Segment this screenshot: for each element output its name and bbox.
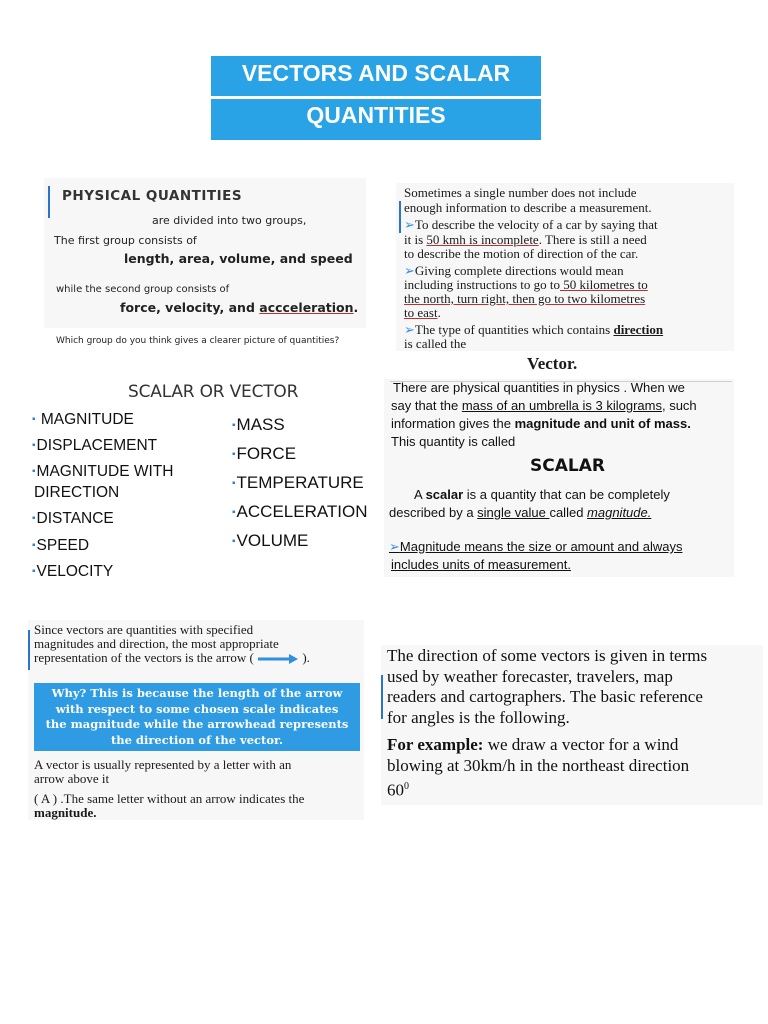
scalar-line-3-a: information gives the bbox=[391, 416, 515, 431]
arrow-line-5: arrow above it bbox=[34, 771, 110, 786]
wind-line-6: blowing at 30km/h in the northeast direction bbox=[387, 756, 690, 775]
scalar-line-4: This quantity is called bbox=[391, 434, 516, 449]
scalar-def-2-a: described by a bbox=[389, 505, 478, 520]
wind-line-3: readers and cartographers. The basic reference bbox=[387, 687, 703, 706]
why-line: the direction of the vector. bbox=[110, 732, 284, 747]
dir-line-6-text: Giving complete directions would mean bbox=[414, 263, 624, 278]
dir-line-11: is called the bbox=[404, 336, 467, 351]
wind-line-5 bbox=[387, 735, 678, 756]
list-item-label: SPEED bbox=[36, 537, 90, 554]
list-item-label: ACCELERATION bbox=[236, 502, 368, 521]
magnitude-line-1 bbox=[389, 539, 682, 555]
list-item-label: VOLUME bbox=[236, 531, 309, 550]
for-example-label: For example: bbox=[387, 735, 484, 754]
arrow-bullet-icon: ➢ bbox=[404, 263, 415, 278]
scalar-line-2-c: , such bbox=[661, 398, 697, 413]
dir-line-5: to describe the motion of direction of the car. bbox=[404, 246, 639, 261]
scalar-or-vector-heading: SCALAR OR VECTOR bbox=[128, 382, 299, 402]
bullet-icon: ▪ bbox=[32, 566, 36, 577]
wind-line-4: for angles is the following. bbox=[387, 708, 570, 727]
arrow-bullet-icon: ➢ bbox=[404, 322, 415, 337]
list-item bbox=[232, 415, 285, 435]
arrow-representation-panel bbox=[28, 620, 364, 820]
arrow-bullet-icon: ➢ bbox=[404, 217, 415, 232]
dir-line-4-a: it is bbox=[404, 232, 427, 247]
dir-line-8: the north, turn right, then go to two kilometres bbox=[404, 291, 646, 306]
arrow-line-3 bbox=[34, 651, 310, 665]
physical-line-3: while the second group consists of bbox=[56, 284, 230, 295]
group-two-underlined: accceleration bbox=[259, 300, 354, 315]
list-item-label: MAGNITUDE bbox=[40, 411, 134, 428]
list-item bbox=[232, 444, 296, 464]
list-item-label: TEMPERATURE bbox=[236, 473, 364, 492]
bullet-icon: ▪ bbox=[32, 466, 36, 477]
dir-line-9 bbox=[404, 305, 441, 320]
scalar-panel bbox=[384, 379, 734, 577]
title-divider bbox=[211, 96, 541, 99]
title-line-1: VECTORS AND SCALAR bbox=[241, 60, 511, 86]
list-item bbox=[32, 437, 157, 455]
why-line: with respect to some chosen scale indicates bbox=[55, 701, 339, 716]
scalar-def-2-italic: magnitude. bbox=[587, 505, 652, 520]
angle-value: 60 bbox=[387, 780, 404, 800]
dir-line-4-underlined: 50 kmh is incomplete bbox=[426, 232, 539, 247]
dir-line-7-a: including instructions to go to bbox=[404, 277, 560, 292]
group-two-text: force, velocity, and bbox=[120, 300, 260, 315]
wind-direction-panel bbox=[381, 645, 763, 805]
wind-line-1: The direction of some vectors is given in terms bbox=[387, 646, 708, 665]
scalar-def-1-bold: scalar bbox=[425, 487, 464, 502]
scalar-def-1 bbox=[414, 487, 670, 502]
list-item bbox=[32, 510, 114, 528]
dir-line-4 bbox=[404, 232, 647, 247]
dir-line-10 bbox=[404, 322, 663, 337]
list-item bbox=[32, 411, 134, 429]
bullet-icon: ▪ bbox=[232, 536, 236, 547]
arrow-bullet-icon: ➢ bbox=[389, 539, 400, 554]
arrow-line-4: A vector is usually represented by a letter with an bbox=[34, 757, 292, 772]
bullet-icon: ▪ bbox=[32, 440, 36, 451]
scalar-line-2-underlined: mass of an umbrella is 3 kilograms bbox=[461, 398, 662, 413]
bullet-icon: ▪ bbox=[32, 540, 36, 551]
arrow-line-7: magnitude. bbox=[34, 805, 97, 820]
magnitude-line-2: includes units of measurement. bbox=[391, 557, 571, 572]
margin-bar bbox=[381, 675, 383, 719]
list-item-label: VELOCITY bbox=[36, 563, 114, 580]
scalar-line-1: There are physical quantities in physics . When we bbox=[393, 380, 685, 395]
list-item bbox=[232, 531, 308, 551]
direction-panel bbox=[396, 183, 734, 351]
dir-line-3-text: To describe the velocity of a car by saying that bbox=[414, 217, 658, 232]
dir-line-9-underlined: to east bbox=[404, 305, 438, 320]
list-item bbox=[232, 473, 364, 493]
list-item-label: FORCE bbox=[236, 444, 297, 463]
scalar-def-1-a: A bbox=[414, 487, 426, 502]
scalar-or-vector-panel bbox=[22, 378, 372, 583]
list-item bbox=[32, 537, 89, 555]
bullet-icon: ▪ bbox=[232, 507, 236, 518]
dir-line-6 bbox=[404, 263, 624, 278]
dir-line-1: Sometimes a single number does not include bbox=[404, 185, 637, 200]
dir-line-10-a: The type of quantities which contains bbox=[414, 322, 614, 337]
scalar-line-2 bbox=[391, 398, 697, 413]
margin-bar bbox=[48, 186, 50, 218]
dir-line-7-underlined: 50 kilometres to bbox=[560, 277, 648, 292]
bullet-icon: ▪ bbox=[32, 414, 36, 425]
arrow-line-2: magnitudes and direction, the most appropriate bbox=[34, 636, 279, 651]
wind-line-2: used by weather forecaster, travelers, map bbox=[387, 667, 673, 686]
scalar-def-2-underlined: single value bbox=[477, 505, 550, 520]
scalar-line-3-bold: magnitude and unit of mass. bbox=[514, 416, 691, 431]
list-item-label: DISPLACEMENT bbox=[36, 437, 158, 454]
magnitude-line-1-text: Magnitude means the size or amount and always bbox=[399, 539, 683, 554]
letter-a-with-arrow: ( A ) bbox=[34, 791, 61, 806]
scalar-line-2-a: say that the bbox=[391, 398, 462, 413]
bullet-icon: ▪ bbox=[232, 420, 236, 431]
title-line-2: QUANTITIES bbox=[306, 102, 446, 128]
physical-line-1: are divided into two groups, bbox=[152, 214, 307, 227]
dir-line-7 bbox=[404, 277, 648, 292]
why-box bbox=[34, 683, 360, 751]
bullet-icon: ▪ bbox=[232, 478, 236, 489]
scalar-def-2-c: called bbox=[549, 505, 588, 520]
right-arrow-icon bbox=[257, 654, 299, 664]
physical-question: Which group do you think gives a clearer picture of quantities? bbox=[56, 336, 340, 346]
scalar-def-2 bbox=[389, 505, 651, 520]
list-item-label: DISTANCE bbox=[36, 510, 114, 527]
why-line: the magnitude while the arrowhead represents bbox=[45, 717, 349, 731]
list-item-continued: DIRECTION bbox=[34, 484, 120, 501]
arrow-line-1: Since vectors are quantities with specified bbox=[34, 622, 254, 637]
dir-line-10-bold: direction bbox=[613, 322, 664, 337]
group-two bbox=[120, 300, 358, 315]
physical-heading: PHYSICAL QUANTITIES bbox=[62, 188, 243, 204]
list-item bbox=[32, 463, 173, 481]
scalar-def-1-c: is a quantity that can be completely bbox=[463, 487, 670, 502]
degree-superscript: 0 bbox=[404, 781, 409, 792]
list-item bbox=[32, 563, 113, 581]
physical-quantities-panel bbox=[44, 178, 366, 346]
scalar-heading: SCALAR bbox=[530, 456, 605, 476]
scalar-line-3 bbox=[391, 416, 691, 431]
dir-line-3 bbox=[404, 217, 658, 232]
list-item bbox=[232, 502, 368, 522]
margin-bar bbox=[399, 201, 401, 233]
dir-line-9-period: . bbox=[437, 305, 441, 320]
group-one: length, area, volume, and speed bbox=[124, 251, 353, 266]
why-line: Why? This is because the length of the arrow bbox=[51, 686, 343, 700]
list-item-label: MASS bbox=[236, 415, 285, 434]
arrow-line-3-b: ). bbox=[302, 650, 310, 665]
arrow-line-3-a: representation of the vectors is the arrow ( bbox=[34, 650, 254, 665]
bullet-icon: ▪ bbox=[232, 449, 236, 460]
vector-heading: Vector. bbox=[527, 354, 578, 373]
wind-line-7 bbox=[387, 777, 409, 801]
title-banner bbox=[211, 56, 541, 140]
arrow-line-6 bbox=[34, 792, 304, 806]
dir-line-4-c: . There is still a need bbox=[538, 232, 647, 247]
wind-line-5-b: we draw a vector for a wind bbox=[483, 735, 679, 754]
list-item-label: MAGNITUDE WITH bbox=[36, 463, 174, 480]
group-two-period: . bbox=[353, 300, 359, 315]
bullet-icon: ▪ bbox=[32, 513, 36, 524]
margin-bar bbox=[28, 630, 30, 670]
dir-line-2: enough information to describe a measurement. bbox=[404, 200, 652, 215]
physical-line-2: The first group consists of bbox=[54, 234, 197, 247]
arrow-line-6-b: .The same letter without an arrow indicates the bbox=[60, 791, 305, 806]
